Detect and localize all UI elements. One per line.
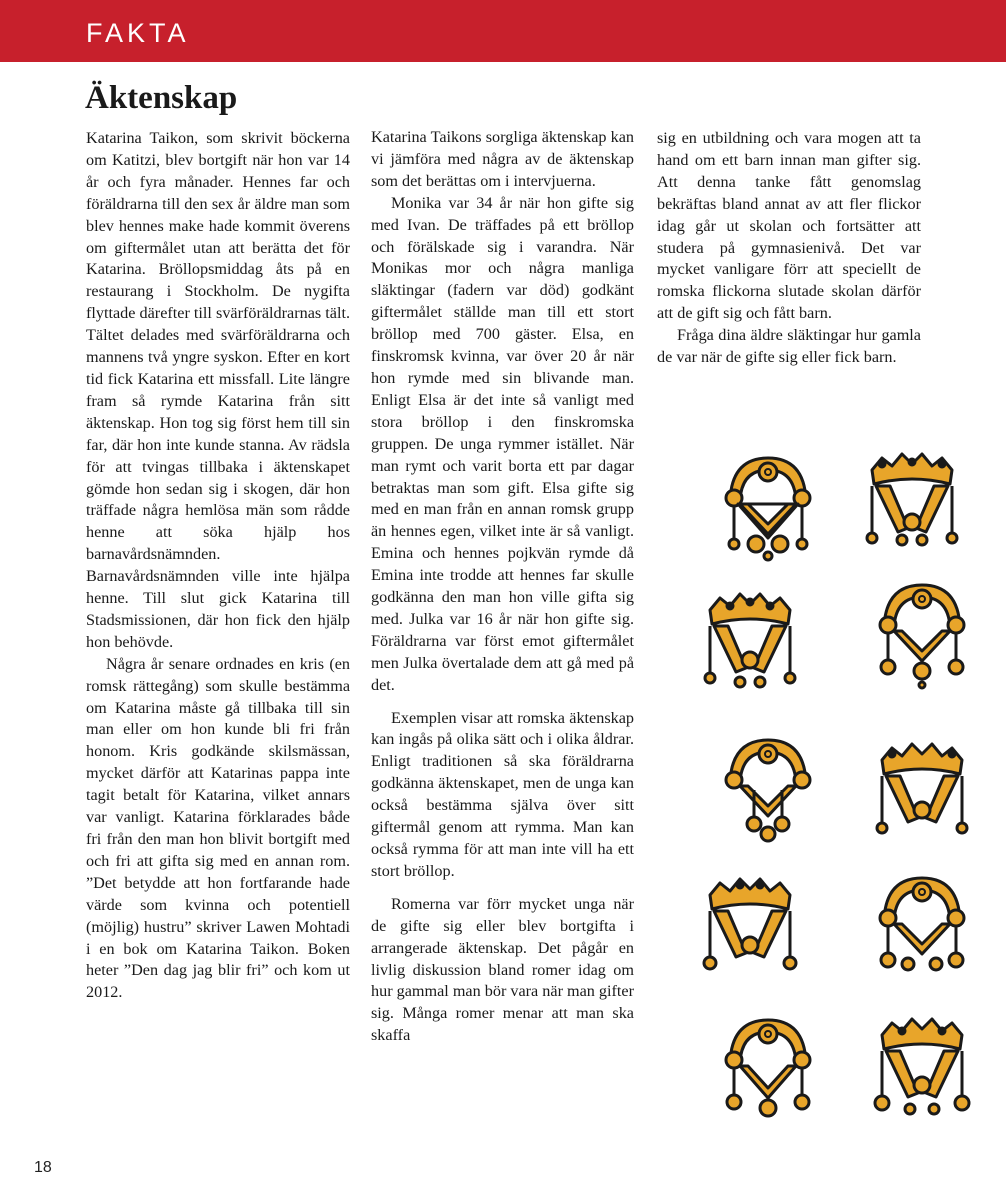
headdress-ornament-icon xyxy=(872,1005,972,1120)
headdress-ornament-icon xyxy=(872,575,972,690)
fakta-banner xyxy=(0,0,1006,62)
paragraph: Exemplen visar att romska äktenskap kan ingås på olika sätt och i olika åldrar. Enligt traditionen så ska föräldrarna godkänna äktenskapet, men de unga kan också bestämma själva över sitt giftermål genom att rymma. Man kan också rymma för att man inte vill ha ett stort bröllop. xyxy=(371,708,634,880)
paragraph: Några år senare ordnades en kris (en romsk rättegång) som skulle bestämma om Katarina måste gå tillbaka till sin man eller om hon kunde bli fri från honom. Kris godkände skilsmässan, mycket därför att Katarinas pappa inte tagit betalt för Katarina, vilket annars var vanligt. Katarina förklarades både fri från den man hon blivit bortgift med och fri att gifta sig med en annan rom. ”Det betydde att hon fortfarande hade värde som kvinna och potentiell (möjlig) hustru” skriver Lawen Mohtadi i en bok om Katarina Taikon. Boken heter ”Den dag jag blir fri” och kom ut 2012. xyxy=(86,654,350,1002)
headdress-ornament-icon xyxy=(718,1010,818,1125)
paragraph: Romerna var förr mycket unga när de gifte sig eller blev bortgifta i arrangerade äktenskap. Det pågår en livlig diskussion bland romer idag om hur gammal man bör vara när man gifter sig. Många romer menar att man ska skaffa xyxy=(371,894,634,1045)
paragraph: Katarina Taikon, som skrivit böckerna om Katitzi, blev bortgift när hon var 14 år och fyra månader. Hennes far och föräldrarna till den sex år äldre man som blev hennes make hade kommit överens om giftermålet utan att berätta det för Katarina. Bröllopsmiddag åts på en restaurang i Stockholm. De nygifta flyttade därefter till svärföräldrarnas tält. Tältet delades med svärföräldrarna och mannens två yngre syskon. Efter en kort tid fick Katarina ett missfall. Lite längre fram så rymde Katarina från sitt äktenskap. Hon tog sig först hem till sin far, där hon inte kunde stanna. Av rädsla för att tvingas tillbaka i äktenskapet gömde hon sedan sig i skogen, där hon träffade några hemlösa män som rådde henne att söka hjälp hos barnavårdsnämnden. Barnavårdsnämnden ville inte hjälpa henne. Till slut gick Katarina till Stadsmissionen, där hon fick den hjälp hon behövde. xyxy=(86,129,350,651)
paragraph: Monika var 34 år när hon gifte sig med Ivan. De träffades på ett bröllop och förälskade sig i varandra. När Monikas mor och några manliga släktingar (fadern var död) godkänt giftermålet ställde man till ett stort bröllop med 700 gäster. Elsa, en finskromsk kvinna, var över 20 år när hon rymde med sin blivande man. Enligt Elsa är det inte så vanligt med stora bröllop i den finskromska gruppen. De unga rymmer istället. När man rymt och varit borta ett par dagar betraktas man som gift. Elsa gifte sig med en man från en annan romsk grupp än hennes egen, vilket inte är så vanligt. Emina och hennes pojkvän rymde då Emina inte trodde att hennes far skulle godkänna den man hon ville gifta sig med. Julka var 16 år när hon gifte sig. Föräldrarna var först emot giftermålet men Julka övertalade dem att gå med på det. xyxy=(371,193,634,694)
paragraph: sig en utbildning och vara mogen att ta hand om ett barn innan man gifter sig. Att denna tanke fått genomslag bekräftas bland annat av att fler flickor idag går ut skolan och fortsätter att studera på gymnasienivå. Det var mycket vanligare förr att speciellt de romska flickorna slutade skolan därför att de gift sig och fått barn. xyxy=(657,129,921,323)
paragraph: Katarina Taikons sorgliga äktenskap kan vi jämföra med några av de äktenskap som det berättas om i intervjuerna. xyxy=(371,128,634,190)
page-number: 18 xyxy=(34,1159,52,1176)
headdress-ornament-icon xyxy=(700,865,800,980)
headdress-ornament-icon xyxy=(872,868,972,983)
text-column-3 xyxy=(657,128,921,369)
text-column-1 xyxy=(86,128,350,1004)
section-label: FAKTA xyxy=(86,18,190,48)
headdress-ornament-icon xyxy=(700,580,800,695)
paragraph: Fråga dina äldre släktingar hur gamla de var när de gifte sig eller fick barn. xyxy=(657,326,921,367)
headdress-ornament-icon xyxy=(872,730,972,845)
text-column-2 xyxy=(371,127,634,1047)
article-title: Äktenskap xyxy=(85,80,238,116)
ornament-illustration xyxy=(700,440,990,1130)
headdress-ornament-icon xyxy=(718,730,818,845)
headdress-ornament-icon xyxy=(718,448,818,563)
headdress-ornament-icon xyxy=(862,440,962,555)
